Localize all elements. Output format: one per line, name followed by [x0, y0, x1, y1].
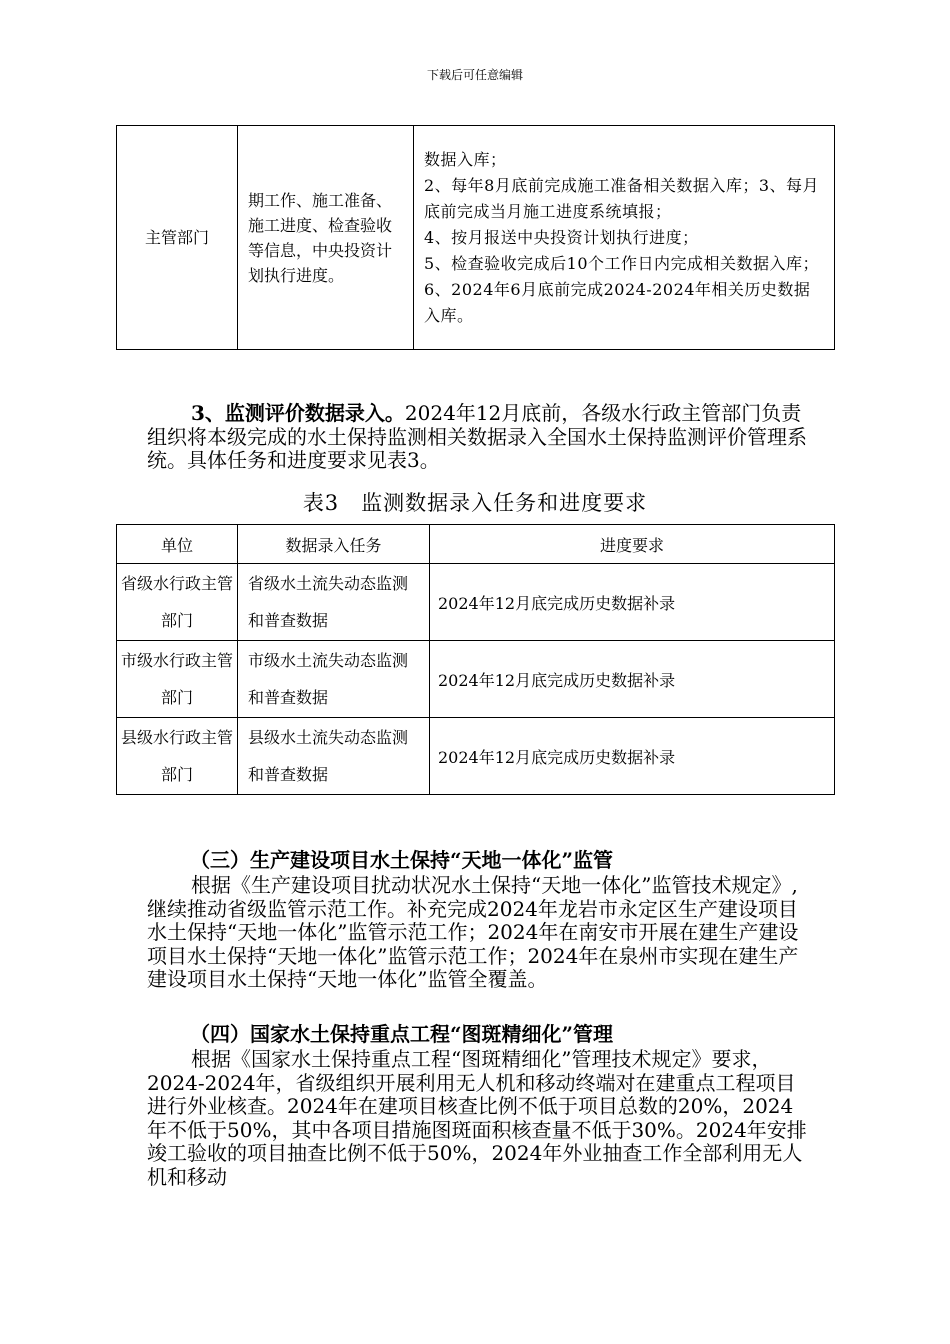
page-header: 下载后可任意编辑: [426, 68, 523, 82]
section-c-heading: （三）生产建设项目水土保持“天地一体化”监管: [190, 848, 614, 872]
section-c-paragraph: 根据《生产建设项目扰动状况水土保持“天地一体化”监管技术规定》,继续推动省级监管示范工作。补充完成2024年龙岩市永定区生产建设项目水土保持“天地一体化”监管示范工作；2024年在南安市开展在建生产建设项目水土保持“天地一体化”监管示范工作；2024年在泉州市实现在建生产建设项目水土保持“天地一体化”监管全覆盖。: [147, 873, 799, 991]
table-row: [117, 641, 835, 718]
table-row: [117, 718, 835, 795]
header-unit: 单位: [117, 525, 238, 564]
table-header-row: [117, 525, 835, 564]
requirement-line: 4、按月报送中央投资计划执行进度；: [424, 227, 699, 247]
section3-lead: 3、监测评价数据录入。: [191, 401, 405, 425]
progress-cell: 2024年12月底完成历史数据补录: [430, 564, 835, 641]
requirement-cell: [414, 126, 835, 350]
requirement-line: 5、检查验收完成后10个工作日内完成相关数据入库；: [424, 253, 820, 273]
section-d-heading: （四）国家水土保持重点工程“图斑精细化”管理: [190, 1022, 614, 1046]
table3: [116, 524, 835, 795]
table-continued: [116, 125, 835, 350]
requirement-line: 数据入库；: [424, 149, 507, 169]
unit-cell: 市级水行政主管部门: [117, 641, 238, 718]
header-progress: 进度要求: [430, 525, 835, 564]
table3-caption: 表3 监测数据录入任务和进度要求: [302, 491, 648, 515]
unit-cell: 县级水行政主管部门: [117, 718, 238, 795]
section3-paragraph: [147, 402, 807, 473]
requirement-line: 2、每年8月底前完成施工准备相关数据入库；3、每月底前完成当月施工进度系统填报；: [424, 175, 820, 221]
task-cell: 省级水土流失动态监测和普查数据: [238, 564, 430, 641]
content-cell: 期工作、施工准备、施工进度、检查验收等信息，中央投资计划执行进度。: [238, 126, 414, 350]
progress-cell: 2024年12月底完成历史数据补录: [430, 718, 835, 795]
table-row: [117, 564, 835, 641]
unit-cell: 省级水行政主管部门: [117, 564, 238, 641]
header-task: 数据录入任务: [238, 525, 430, 564]
section-d-paragraph: 根据《国家水土保持重点工程“图斑精细化”管理技术规定》要求，2024-2024年，省级组织开展利用无人机和移动终端对在建重点工程项目进行外业核查。2024年在建项目核查比例不低于项目总数的20%，2024年不低于50%，其中各项目措施图斑面积核查量不低于30%。2024年安排竣工验收的项目抽查比例不低于50%，2024年外业抽查工作全部利用无人机和移动: [147, 1047, 807, 1189]
task-cell: 县级水土流失动态监测和普查数据: [238, 718, 430, 795]
requirement-line: 6、2024年6月底前完成2024-2024年相关历史数据入库。: [424, 279, 811, 325]
task-cell: 市级水土流失动态监测和普查数据: [238, 641, 430, 718]
section3-text: 2024年12月底前，各级水行政主管部门负责组织将本级完成的水土保持监测相关数据录入全国水土保持监测评价管理系统。具体任务和进度要求见表3。: [147, 401, 807, 472]
progress-cell: 2024年12月底完成历史数据补录: [430, 641, 835, 718]
unit-cell: 主管部门: [117, 126, 238, 350]
table-row: [117, 126, 835, 350]
